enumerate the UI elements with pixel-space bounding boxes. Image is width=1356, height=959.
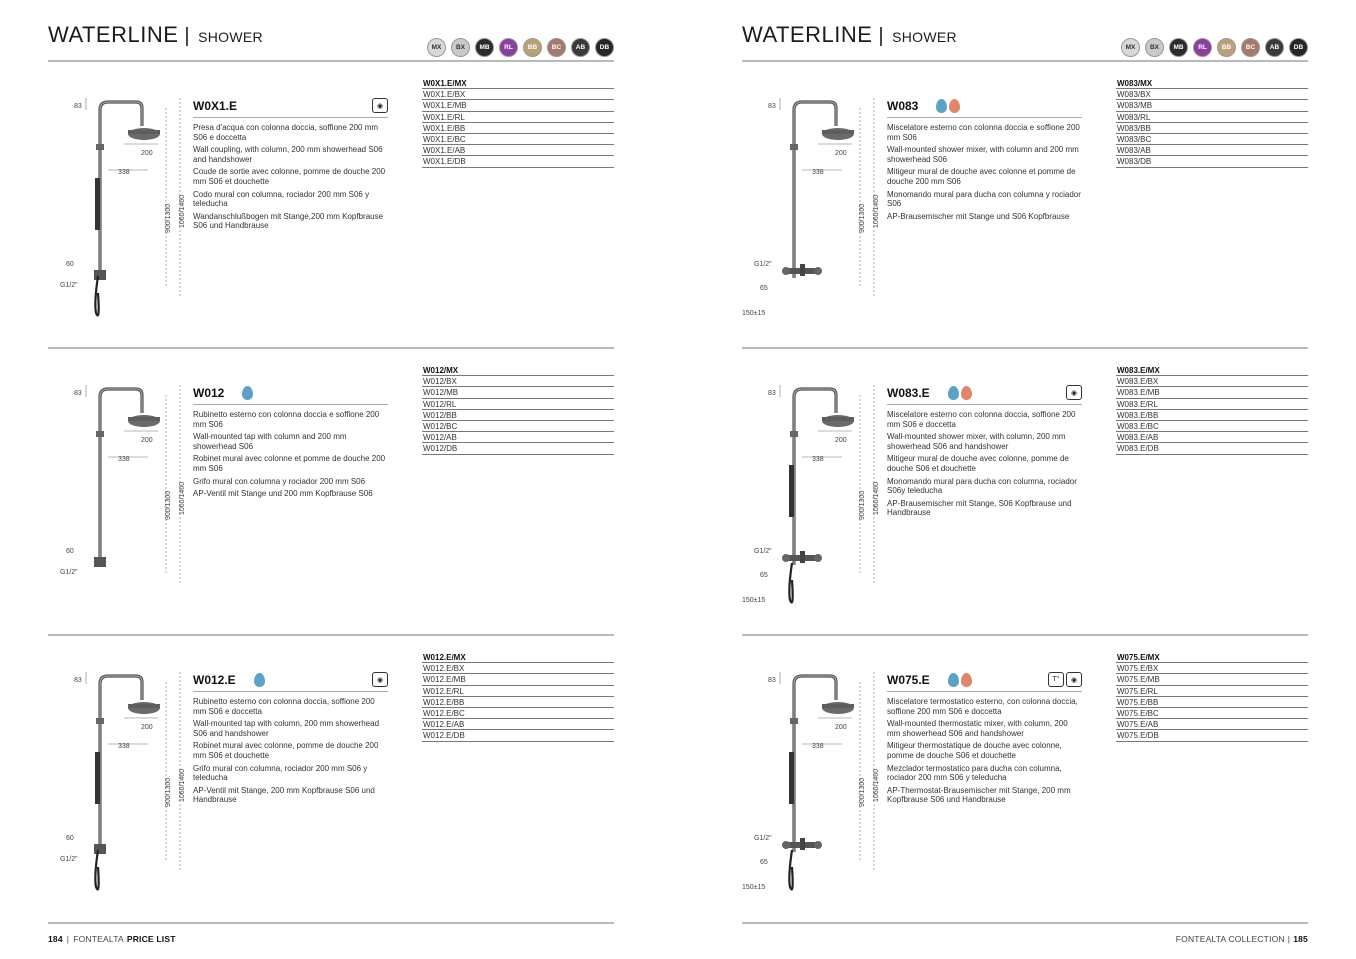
finish-swatch-bx: BX [451, 38, 470, 57]
description-line: Miscelatore esterno con colonna doccia e soffione 200 mm S06 [887, 123, 1080, 142]
variant-code: W075.E/AB [1116, 719, 1308, 730]
variant-code: W083/AB [1116, 145, 1308, 156]
dimension-bottom: 65 [760, 285, 768, 292]
variant-code: W075.E/MX [1116, 652, 1308, 663]
technical-drawing [48, 78, 188, 338]
product-block [48, 78, 614, 348]
finish-swatch-db: DB [1289, 38, 1308, 57]
feature-icons [372, 672, 388, 687]
description-line: Wall-mounted shower mixer, with column, 200 mm showerhead S06 and handshower [887, 432, 1066, 451]
description-line: Grifo mural con columna, rociador 200 mm S06 y teleducha [193, 763, 368, 783]
thermostatic-icon: T° [1048, 672, 1064, 687]
dimension-top: 83 [768, 103, 776, 110]
dimension-head: 200 [835, 724, 847, 731]
dimension-top: 83 [768, 677, 776, 684]
description-line: Wall-mounted thermostatic mixer, with column, 200 mm showerhead S06 and handshower [887, 719, 1068, 738]
feature-icons [1066, 385, 1082, 400]
product-code: W0X1.E [193, 98, 238, 113]
dimension-top: 83 [74, 103, 82, 110]
variant-code-list [422, 78, 614, 168]
water-type-icons [948, 386, 972, 400]
finish-swatch-bb: BB [523, 38, 542, 57]
dimension-head: 200 [141, 724, 153, 731]
description-line: Wall-mounted tap with column, 200 mm showerhead S06 and handshower [193, 719, 380, 738]
technical-drawing [48, 365, 188, 625]
dimension-head: 200 [141, 437, 153, 444]
product-info [887, 94, 1082, 224]
dimension-reach: 338 [118, 743, 130, 750]
description-line: Robinet mural avec colonne, pomme de douche 200 mm S06 et douchette [193, 741, 379, 760]
page-footer [742, 922, 1308, 944]
variant-code: W075.E/BC [1116, 708, 1308, 719]
description-line: Miscelatore termostatico esterno, con colonna doccia, soffione 200 mm S06 e doccetta [887, 697, 1078, 716]
description-line: Wall-mounted tap with column and 200 mm showerhead S06 [193, 432, 347, 451]
dimension-height: 900/1300 [859, 777, 866, 807]
technical-drawing [48, 652, 188, 912]
variant-code: W0X1.E/MB [422, 100, 614, 111]
product-info [887, 668, 1082, 808]
technical-drawing [742, 365, 882, 625]
product-heading [887, 381, 1082, 405]
variant-code: W012/RL [422, 399, 614, 410]
footer-separator: | [66, 934, 70, 944]
variant-code: W012.E/AB [422, 719, 614, 730]
page-185 [678, 0, 1356, 959]
footer-text [1176, 934, 1308, 944]
variant-code-list [1116, 365, 1308, 455]
dimension-total: 1060/1460 [179, 481, 186, 515]
variant-code: W012.E/RL [422, 686, 614, 697]
product-block [48, 652, 614, 922]
hot-water-drop-icon [961, 673, 972, 687]
variant-code: W075.E/MB [1116, 674, 1308, 685]
variant-code: W083/BC [1116, 134, 1308, 145]
dimension-height: 900/1300 [859, 203, 866, 233]
product-descriptions [193, 410, 388, 499]
variant-code: W075.E/DB [1116, 730, 1308, 741]
dimension-total: 1060/1460 [873, 194, 880, 228]
page-number: 185 [1293, 934, 1308, 944]
product-heading [887, 668, 1082, 692]
dimension-head: 200 [835, 150, 847, 157]
variant-code-list [422, 365, 614, 455]
variant-code: W0X1.E/MX [422, 78, 614, 89]
dimension-reach: 338 [812, 456, 824, 463]
shower-drawing [742, 652, 882, 912]
dimension-head: 200 [141, 150, 153, 157]
variant-code: W012.E/BB [422, 697, 614, 708]
finish-swatch-bb: BB [1217, 38, 1236, 57]
finish-swatch-mb: MB [475, 38, 494, 57]
page-header [742, 22, 1308, 54]
variant-code: W012/AB [422, 432, 614, 443]
product-info [887, 381, 1082, 521]
cold-water-drop-icon [948, 386, 959, 400]
variant-code: W075.E/RL [1116, 686, 1308, 697]
finish-swatch-rl: RL [1193, 38, 1212, 57]
footer-separator: | [1287, 934, 1291, 944]
variant-code-list [1116, 652, 1308, 742]
finish-swatches [1121, 38, 1308, 57]
footer-divider [742, 922, 1308, 924]
feature-icons [1048, 672, 1082, 687]
dimension-spacing: 150±15 [742, 884, 766, 891]
product-code: W083 [887, 98, 919, 113]
hot-water-drop-icon [949, 99, 960, 113]
variant-code: W0X1.E/BX [422, 89, 614, 100]
product-descriptions [193, 697, 388, 805]
dimension-bottom: 65 [760, 859, 768, 866]
description-line: Coude de sortie avec colonne, pomme de douche 200 mm S06 et douchette [193, 167, 386, 186]
finish-swatch-rl: RL [499, 38, 518, 57]
dimension-thread: G1/2" [60, 282, 78, 289]
variant-code: W012.E/DB [422, 730, 614, 741]
description-line: Miscelatore esterno con colonna doccia, soffione 200 mm S06 e doccetta [887, 410, 1076, 429]
dimension-top: 83 [768, 390, 776, 397]
title-separator: | [184, 25, 191, 47]
product-code: W075.E [887, 672, 930, 687]
product-block [742, 652, 1308, 922]
dimension-height: 900/1300 [165, 203, 172, 233]
dimension-height: 900/1300 [165, 777, 172, 807]
product-descriptions [887, 697, 1082, 805]
shower-drawing [742, 365, 882, 625]
product-descriptions [887, 410, 1082, 518]
variant-code: W083.E/BX [1116, 376, 1308, 387]
variant-code: W012/BX [422, 376, 614, 387]
product-code: W012.E [193, 672, 236, 687]
variant-code: W083.E/DB [1116, 443, 1308, 454]
product-descriptions [887, 123, 1082, 221]
description-line: AP-Brausemischer mit Stange und S06 Kopfbrause [887, 211, 1070, 221]
description-line: Monomando mural para ducha con columna y rociador S06 [887, 189, 1081, 209]
dimension-reach: 338 [812, 169, 824, 176]
footer-label: FONTEALTA [73, 934, 124, 944]
section-name: SHOWER [198, 29, 263, 45]
variant-code: W083.E/AB [1116, 432, 1308, 443]
finish-swatch-ab: AB [1265, 38, 1284, 57]
dimension-thread: G1/2" [754, 548, 772, 555]
dimension-total: 1060/1460 [179, 768, 186, 802]
description-line: Robinet mural avec colonne et pomme de douche 200 mm S06 [193, 454, 386, 473]
shower-drawing [48, 365, 188, 625]
brand-name: WATERLINE [48, 22, 179, 47]
brand-name: WATERLINE [742, 22, 873, 47]
finish-swatch-bx: BX [1145, 38, 1164, 57]
variant-code: W083.E/BC [1116, 421, 1308, 432]
description-line: Rubinetto esterno con colonna doccia, soffione 200 mm S06 e doccetta [193, 697, 375, 716]
product-block [742, 78, 1308, 348]
cold-water-drop-icon [936, 99, 947, 113]
footer-label-strong: PRICE LIST [126, 934, 176, 944]
finish-swatch-mx: MX [427, 38, 446, 57]
variant-code: W0X1.E/RL [422, 112, 614, 123]
product-info [193, 668, 388, 808]
dimension-thread: G1/2" [60, 569, 78, 576]
variant-code: W075.E/BB [1116, 697, 1308, 708]
footer-divider [48, 922, 614, 924]
description-line: AP-Ventil mit Stange und 200 mm Kopfbrause S06 [193, 489, 373, 499]
cold-water-drop-icon [254, 673, 265, 687]
feature-icons [372, 98, 388, 113]
dimension-head: 200 [835, 437, 847, 444]
shower-drawing [742, 78, 882, 338]
variant-code: W083/MB [1116, 100, 1308, 111]
product-block [48, 365, 614, 635]
description-line: Monomando mural para ducha con columna, rociador S06y teleducha [887, 476, 1077, 496]
description-line: Wall coupling, with column, 200 mm showerhead S06 and handshower [193, 145, 383, 164]
variant-code: W083/BX [1116, 89, 1308, 100]
variant-code: W083/BB [1116, 123, 1308, 134]
variant-code: W0X1.E/BC [422, 134, 614, 145]
finish-swatch-ab: AB [571, 38, 590, 57]
variant-code: W012/DB [422, 443, 614, 454]
technical-drawing [742, 652, 882, 912]
cold-water-drop-icon [948, 673, 959, 687]
dimension-bottom: 60 [66, 261, 74, 268]
dimension-height: 900/1300 [165, 490, 172, 520]
water-type-icons [242, 386, 253, 400]
dimension-bottom: 65 [760, 572, 768, 579]
product-info [193, 94, 388, 234]
hot-water-drop-icon [961, 386, 972, 400]
variant-code: W012/MX [422, 365, 614, 376]
product-heading [193, 94, 388, 118]
finish-swatch-bc: BC [1241, 38, 1260, 57]
variant-code: W083.E/RL [1116, 399, 1308, 410]
variant-code: W083/RL [1116, 112, 1308, 123]
shower-drawing [48, 78, 188, 338]
description-line: Mitigeur mural de douche avec colonne et pomme de douche 200 mm S06 [887, 167, 1076, 186]
finish-swatch-db: DB [595, 38, 614, 57]
dimension-top: 83 [74, 677, 82, 684]
water-type-icons [936, 99, 960, 113]
water-type-icons [254, 673, 265, 687]
diverter-icon: ◉ [372, 672, 388, 687]
product-block [742, 365, 1308, 635]
variant-code: W012.E/BX [422, 663, 614, 674]
variant-code-list [422, 652, 614, 742]
variant-code-list [1116, 78, 1308, 168]
cold-water-drop-icon [242, 386, 253, 400]
finish-swatch-bc: BC [547, 38, 566, 57]
diverter-icon: ◉ [372, 98, 388, 113]
dimension-thread: G1/2" [60, 856, 78, 863]
variant-code: W083/DB [1116, 156, 1308, 167]
title-separator: | [878, 25, 885, 47]
description-line: Rubinetto esterno con colonna doccia e soffione 200 mm S06 [193, 410, 380, 429]
finish-swatches [427, 38, 614, 57]
product-heading [193, 381, 388, 405]
dimension-thread: G1/2" [754, 835, 772, 842]
description-line: AP-Ventil mit Stange, 200 mm Kopfbrause S06 und Handbrause [193, 785, 375, 805]
water-type-icons [948, 673, 972, 687]
footer-text [48, 934, 176, 944]
product-heading [887, 94, 1082, 118]
section-divider [48, 60, 614, 62]
dimension-reach: 338 [812, 743, 824, 750]
diverter-icon: ◉ [1066, 672, 1082, 687]
dimension-spacing: 150±15 [742, 597, 766, 604]
description-line: Presa d'acqua con colonna doccia, soffione 200 mm S06 e doccetta [193, 123, 379, 142]
dimension-spacing: 150±15 [742, 310, 766, 317]
dimension-reach: 338 [118, 456, 130, 463]
page-title [742, 22, 957, 48]
dimension-total: 1060/1460 [873, 481, 880, 515]
page-footer [48, 922, 614, 944]
dimension-height: 900/1300 [859, 490, 866, 520]
variant-code: W012/BC [422, 421, 614, 432]
footer-label: FONTEALTA COLLECTION [1175, 934, 1285, 944]
dimension-bottom: 60 [66, 835, 74, 842]
product-code: W083.E [887, 385, 930, 400]
dimension-top: 83 [74, 390, 82, 397]
variant-code: W083.E/MB [1116, 387, 1308, 398]
technical-drawing [742, 78, 882, 338]
variant-code: W083/MX [1116, 78, 1308, 89]
dimension-total: 1060/1460 [179, 194, 186, 228]
variant-code: W012/BB [422, 410, 614, 421]
description-line: Wandanschlußbogen mit Stange,200 mm Kopfbrause S06 und Handbrause [193, 211, 384, 231]
description-line: Mezclador termostatico para ducha con columna, rociador 200 mm S06 y teleducha [887, 763, 1062, 783]
product-descriptions [193, 123, 388, 231]
section-name: SHOWER [892, 29, 957, 45]
dimension-reach: 338 [118, 169, 130, 176]
diverter-icon: ◉ [1066, 385, 1082, 400]
variant-code: W0X1.E/AB [422, 145, 614, 156]
variant-code: W012.E/MX [422, 652, 614, 663]
variant-code: W083.E/BB [1116, 410, 1308, 421]
description-line: AP-Thermostat-Brausemischer mit Stange, 200 mm Kopfbrause S06 und Handbrause [887, 785, 1071, 805]
page-header [48, 22, 614, 54]
product-code: W012 [193, 385, 225, 400]
description-line: AP-Brausemischer mit Stange, S06 Kopfbrause und Handbrause [887, 498, 1072, 518]
dimension-total: 1060/1460 [873, 768, 880, 802]
finish-swatch-mx: MX [1121, 38, 1140, 57]
section-divider [742, 60, 1308, 62]
shower-drawing [48, 652, 188, 912]
page-title [48, 22, 263, 48]
variant-code: W012.E/BC [422, 708, 614, 719]
finish-swatch-mb: MB [1169, 38, 1188, 57]
variant-code: W012.E/MB [422, 674, 614, 685]
description-line: Mitigeur mural de douche avec colonne, pomme de douche S06 et douchette [887, 454, 1069, 473]
description-line: Codo mural con columna, rociador 200 mm S06 y teleducha [193, 189, 370, 209]
page-number: 184 [48, 934, 63, 944]
variant-code: W0X1.E/DB [422, 156, 614, 167]
dimension-bottom: 60 [66, 548, 74, 555]
product-heading [193, 668, 388, 692]
variant-code: W0X1.E/BB [422, 123, 614, 134]
variant-code: W083.E/MX [1116, 365, 1308, 376]
variant-code: W012/MB [422, 387, 614, 398]
product-info [193, 381, 388, 502]
description-line: Mitigeur thermostatique de douche avec colonne, pomme de douche S06 et douchette [887, 741, 1062, 760]
description-line: Grifo mural con columna y rociador 200 mm S06 [193, 476, 366, 486]
dimension-thread: G1/2" [754, 261, 772, 268]
variant-code: W075.E/BX [1116, 663, 1308, 674]
description-line: Wall-mounted shower mixer, with column and 200 mm showerhead S06 [887, 145, 1079, 164]
